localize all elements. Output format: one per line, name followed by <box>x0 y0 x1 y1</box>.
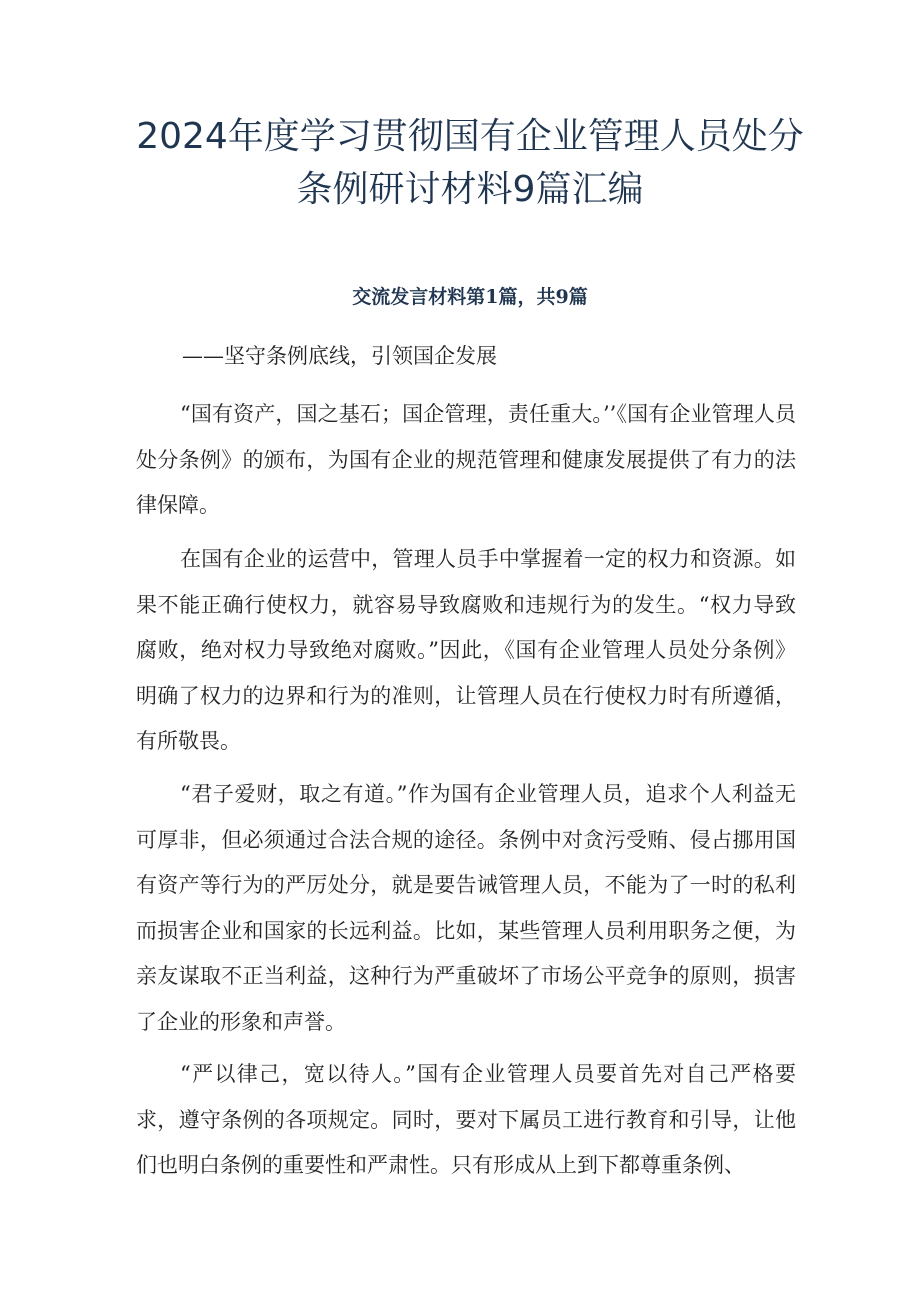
paragraph-1: “国有资产，国之基石；国企管理，责任重大。’’《国有企业管理人员处分条例》的颁布，为国有企业的规范管理和健康发展提供了有力的法律保障。 <box>136 402 796 517</box>
section-heading: 交流发言材料第1篇，共9篇 <box>352 286 588 308</box>
document-title: 2024年度学习贯彻国有企业管理人员处分条例研讨材料9篇汇编 <box>136 116 804 210</box>
paragraph-2: 在国有企业的运营中，管理人员手中掌握着一定的权力和资源。如果不能正确行使权力，就容易导致腐败和违规行为的发生。“权力导致腐败，绝对权力导致绝对腐败。”因此，《国有企业管理人员处分条例》明确了权力的边界和行为的准则，让管理人员在行使权力时有所遵循，有所敬畏。 <box>136 547 796 753</box>
paragraph-3: “君子爱财，取之有道。”作为国有企业管理人员，追求个人利益无可厚非，但必须通过合法合规的途径。条例中对贪污受贿、侵占挪用国有资产等行为的严厉处分，就是要告诫管理人员，不能为了一时的私利而损害企业和国家的长远利益。比如，某些管理人员利用职务之便，为亲友谋取不正当利益，这种行为严重破坏了市场公平竞争的原则，损害了企业的形象和声誉。 <box>136 782 796 1034</box>
document-subtitle: ——坚守条例底线，引领国企发展 <box>182 344 497 368</box>
paragraph-4: “严以律己，宽以待人。”国有企业管理人员要首先对自己严格要求，遵守条例的各项规定。同时，要对下属员工进行教育和引导，让他们也明白条例的重要性和严肃性。只有形成从上到下都尊重条例、 <box>136 1062 796 1177</box>
